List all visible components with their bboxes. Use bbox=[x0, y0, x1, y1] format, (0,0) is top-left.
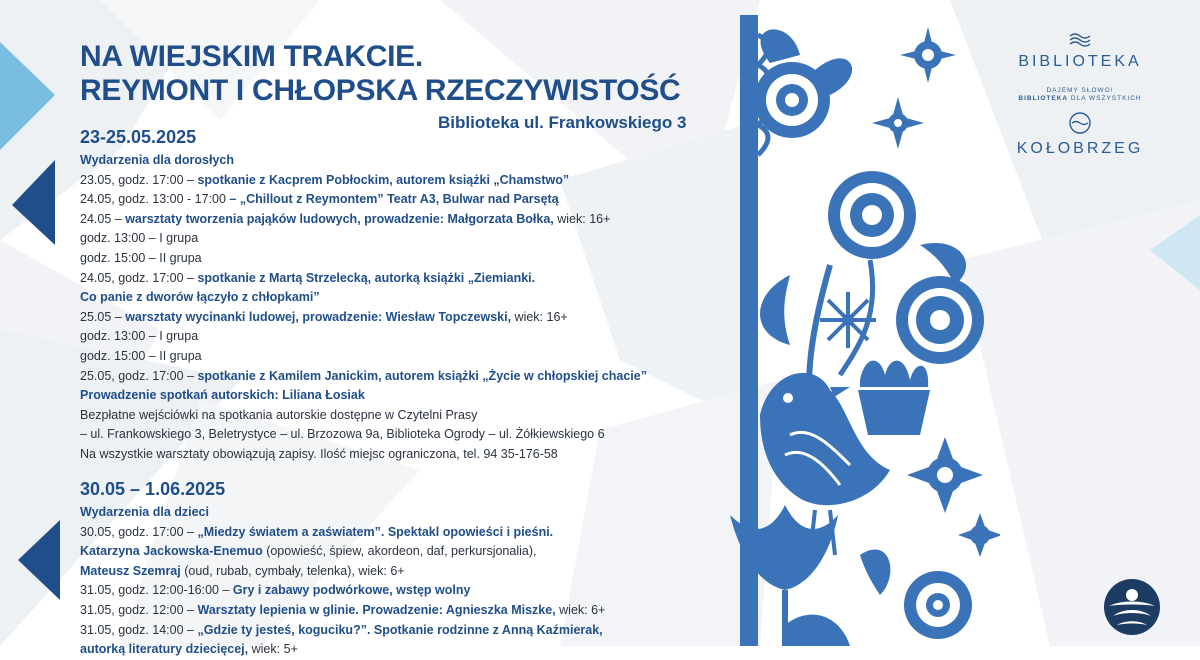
event-line bbox=[80, 190, 720, 210]
event-line bbox=[80, 288, 720, 308]
event-line bbox=[80, 171, 720, 191]
event-line bbox=[80, 269, 720, 289]
venue-label: Biblioteka ul. Frankowskiego 3 bbox=[438, 113, 687, 132]
section-heading: Wydarzenia dla dzieci bbox=[80, 505, 209, 519]
event-text: 31.05, godz. 12:00-16:00 – bbox=[80, 583, 233, 598]
section-adults bbox=[80, 126, 720, 465]
event-text-bold: „Gdzie ty jesteś, koguciku?”. Spotkanie rodzinne z Anną Kaźmierak, bbox=[197, 622, 603, 637]
event-line bbox=[80, 425, 720, 445]
event-line bbox=[80, 327, 720, 347]
event-line bbox=[80, 581, 720, 601]
event-text: godz. 13:00 – I grupa bbox=[80, 231, 199, 246]
event-text: Na wszystkie warsztaty obowiązują zapisy. Ilość miejsc ograniczona, tel. 94 35-176-58 bbox=[80, 446, 558, 461]
event-text: wiek: 6+ bbox=[555, 602, 606, 617]
event-text: 25.05, godz. 17:00 – bbox=[80, 368, 198, 383]
event-text: 23.05, godz. 17:00 – bbox=[80, 172, 198, 187]
section-date: 23-25.05.2025 bbox=[80, 127, 197, 147]
title-line-2: REYMONT I CHŁOPSKA RZECZYWISTOŚĆ bbox=[80, 74, 681, 107]
event-text-bold: spotkanie z Kamilem Janickim, autorem książki „Życie w chłopskiej chacie” bbox=[197, 368, 647, 383]
event-line bbox=[80, 621, 720, 641]
section-heading: Wydarzenia dla dorosłych bbox=[80, 153, 234, 167]
event-text: godz. 15:00 – II grupa bbox=[80, 348, 202, 363]
event-line bbox=[80, 347, 720, 367]
event-text: wiek: 5+ bbox=[248, 642, 298, 657]
event-line bbox=[80, 601, 720, 621]
event-text-bold: warsztaty tworzenia pająków ludowych, prowadzenie: Małgorzata Bołka, bbox=[125, 211, 554, 226]
event-text: 24.05, godz. 17:00 – bbox=[80, 270, 198, 285]
event-text-bold: Warsztaty lepienia w glinie. Prowadzenie: Agnieszka Miszke, bbox=[197, 602, 556, 617]
event-line bbox=[80, 406, 720, 426]
logo-word-kolobrzeg: KOŁOBRZEG bbox=[1016, 140, 1144, 157]
event-text: 31.05, godz. 12:00 – bbox=[80, 602, 198, 617]
wave-circle-icon bbox=[1067, 111, 1093, 135]
event-text-bold: Prowadzenie spotkań autorskich: Liliana Łosiak bbox=[80, 388, 365, 403]
logo-tagline-2 bbox=[1000, 95, 1160, 103]
event-text-bold: spotkanie z Kacprem Pobłockim, autorem książki „Chamstwo” bbox=[197, 172, 570, 187]
waves-icon bbox=[1067, 30, 1093, 48]
event-line bbox=[80, 523, 720, 543]
event-text: (opowieść, śpiew, akordeon, daf, perkursjonalia), bbox=[262, 544, 537, 559]
event-list bbox=[80, 523, 720, 660]
event-line bbox=[80, 640, 720, 660]
section-children bbox=[80, 478, 720, 660]
logo-word-biblioteka: BIBLIOTEKA bbox=[1018, 53, 1142, 70]
section-date: 30.05 – 1.06.2025 bbox=[80, 479, 226, 499]
event-line bbox=[80, 386, 720, 406]
event-text-bold: – „Chillout z Reymontem” Teatr A3, Bulwar nad Parsętą bbox=[229, 192, 559, 207]
event-text: wiek: 16+ bbox=[511, 309, 568, 324]
event-line bbox=[80, 210, 720, 230]
event-text-bold: autorką literatury dziecięcej, bbox=[80, 642, 249, 657]
event-list bbox=[80, 171, 720, 465]
event-line bbox=[80, 229, 720, 249]
event-line bbox=[80, 562, 720, 582]
event-text: 30.05, godz. 17:00 – bbox=[80, 524, 198, 539]
event-text: 24.05 – bbox=[80, 211, 126, 226]
event-text: wiek: 16+ bbox=[553, 211, 611, 226]
event-text-bold: spotkanie z Martą Strzelecką, autorką książki „Ziemianki. bbox=[197, 270, 536, 285]
event-line bbox=[80, 308, 720, 328]
logo-tagline-1: DAJEMY SŁOWO! bbox=[1046, 87, 1114, 94]
logo-tagline-rest: DLA WSZYSTKICH bbox=[1068, 95, 1142, 102]
event-text: godz. 13:00 – I grupa bbox=[80, 329, 199, 344]
folk-ornament bbox=[730, 15, 1000, 646]
event-text-bold: warsztaty wycinanki ludowej, prowadzenie: Wiesław Topczewski, bbox=[125, 309, 512, 324]
event-line bbox=[80, 367, 720, 387]
logo-tagline-bold: BIBLIOTEKA bbox=[1018, 95, 1069, 102]
event-text: – ul. Frankowskiego 3, Beletrystyce – ul. Brzozowa 9a, Biblioteka Ogrody – ul. Żółkiewskiego 6 bbox=[80, 427, 605, 442]
event-line bbox=[80, 445, 720, 465]
event-text-bold: Mateusz Szemraj bbox=[80, 563, 181, 578]
title-line-1: NA WIEJSKIM TRAKCIE. bbox=[80, 40, 423, 73]
event-text: 24.05, godz. 13:00 - 17:00 bbox=[80, 192, 230, 207]
emblem-icon bbox=[1103, 578, 1161, 636]
event-text-bold: „Miedzy światem a zaświatem”. Spektakl opowieści i pieśni. bbox=[197, 524, 554, 539]
event-text-bold: Katarzyna Jackowska-Enemuo bbox=[80, 544, 263, 559]
event-text: 31.05, godz. 14:00 – bbox=[80, 622, 198, 637]
event-line bbox=[80, 542, 720, 562]
library-logo bbox=[1000, 30, 1160, 158]
event-text-bold: Co panie z dworów łączyło z chłopkami” bbox=[80, 290, 320, 305]
event-text-bold: Gry i zabawy podwórkowe, wstęp wolny bbox=[232, 583, 471, 598]
event-text: Bezpłatne wejściówki na spotkania autorskie dostępne w Czytelni Prasy bbox=[80, 407, 478, 422]
event-line bbox=[80, 249, 720, 269]
event-text: (oud, rubab, cymbały, telenka), wiek: 6+ bbox=[180, 563, 405, 578]
event-text: 25.05 – bbox=[80, 309, 126, 324]
page-title bbox=[80, 40, 680, 108]
event-text: godz. 15:00 – II grupa bbox=[80, 250, 202, 265]
